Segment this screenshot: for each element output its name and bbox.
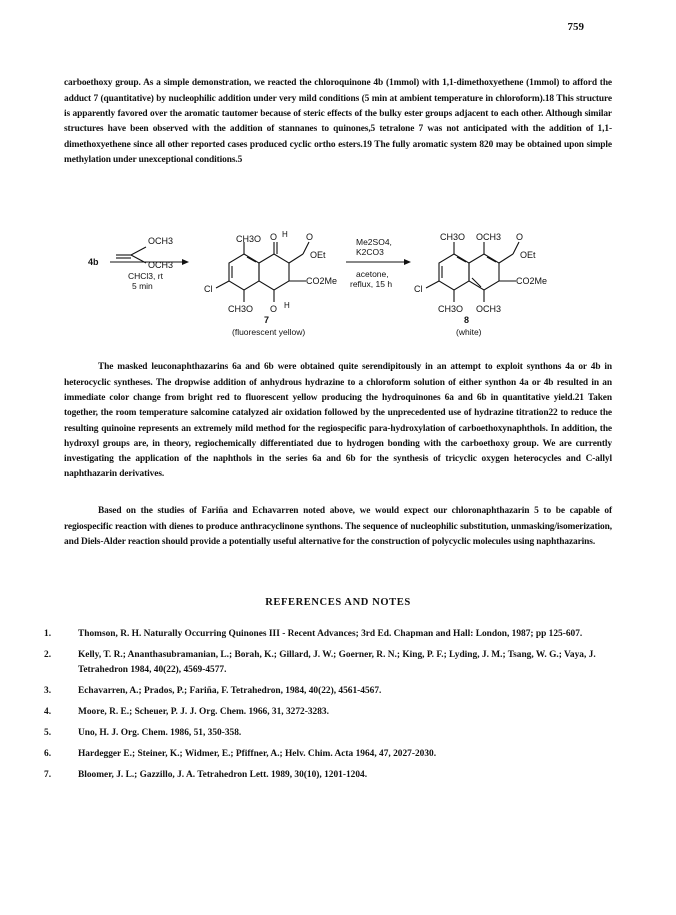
start-compound-label: 4b: [88, 257, 99, 267]
reference-text: Thomson, R. H. Naturally Occurring Quinones III - Recent Advances; 3rd Ed. Chapman and Hall: London, 1987; pp 125-607.: [78, 629, 583, 639]
c8-och3-top: OCH3: [476, 232, 502, 242]
c7-co2me: CO2Me: [306, 276, 338, 286]
reference-text: Hardegger E.; Steiner, K.; Widmer, E.; Pfiffner, A.; Helv. Chim. Acta 1964, 47, 2027-2030.: [78, 749, 437, 759]
reference-number: 5.: [44, 728, 52, 738]
compound-7-label: 7: [264, 315, 270, 325]
reference-number: 1.: [44, 629, 52, 639]
c7-h-bottom: H: [284, 301, 290, 310]
c7-cl: Cl: [204, 284, 213, 294]
compound-8-note: (white): [456, 327, 482, 337]
paragraph-2: The masked leuconaphthazarins 6a and 6b were obtained quite serendipitously in an attempt to exploit synthons 4a or 4b in heterocyclic syntheses. The dropwise addition of anhydrous hydrazine to a chloroform solution of either synthon 4a or 4b resulted in an immediate color change from bright red to fluorescent yellow producing the hydroquinones 6a and 6b in quantitative yield.21 Taken together, the room temperature salcomine catalyzed air oxidation followed by the unprecedented use of hydrazine titration22 to reduce the resulting quinoine represents an extremely mild method for the regiospecific para-hydroxylation of carboethoxynaphthols. In addition, the hydroxyl groups are, in theory, regiochemically differentiated due to hydrogen bonding with the carboethoxy group. We are currently investigating the application of the naphthols in the series 6a and 6b for the synthesis of tricyclic oxygen heterocycles and C-allyl naphthazarin derivatives.: [64, 362, 612, 480]
reference-item: [44, 648, 614, 678]
c8-co2me: CO2Me: [516, 276, 548, 286]
compound-7-structure: [216, 242, 309, 302]
reaction-scheme: [84, 222, 604, 342]
c8-o-ester: O: [516, 232, 524, 242]
page-number: 759: [567, 21, 584, 33]
reference-item: [44, 747, 614, 762]
compound-7-note: (fluorescent yellow): [232, 327, 306, 337]
reference-text: Uno, H. J. Org. Chem. 1986, 51, 350-358.: [78, 728, 242, 738]
condition-1-a: CHCl3, rt: [128, 271, 163, 281]
reference-text: Bloomer, J. L.; Gazzillo, J. A. Tetrahedron Lett. 1989, 30(10), 1201-1204.: [78, 770, 368, 780]
condition-1-b: 5 min: [132, 281, 153, 291]
paragraph-1: carboethoxy group. As a simple demonstration, we reacted the chloroquinone 4b (1mmol) with 1,1-dimethoxyethene (1mmol) to afford the adduct 7 (quantitative) by nucleophilic addition under very mild conditions (5 min at ambient temperature in chloroform).18 This structure is apparently favored over the aromatic tautomer because of steric effects of the bulky ester groups adjacent to each other. Although similar structures have been observed with the addition of stannanes to quinones,5 tetralone 7 was not anticipated with the addition of 1,1-dimethoxyethene since all other reported cases produced cyclic ortho esters.19 The fully aromatic system 820 may be obtained upon simple methylation under unexceptional conditions.5: [64, 78, 612, 165]
c7-ch3o-top: CH3O: [236, 234, 262, 244]
arrowhead-2: [404, 259, 411, 265]
reference-item: [44, 768, 614, 783]
c7-h-top: H: [282, 230, 288, 239]
condition-2-c: acetone,: [356, 269, 389, 279]
reference-item: [44, 684, 614, 699]
c7-o-top: O: [270, 232, 278, 242]
condition-2-b: K2CO3: [356, 247, 384, 257]
c7-oet: OEt: [310, 250, 326, 260]
references-list: [44, 627, 614, 789]
c8-ch3o-top: CH3O: [440, 232, 466, 242]
compound-8-label: 8: [464, 315, 470, 325]
reference-text: Kelly, T. R.; Ananthasubramanian, L.; Borah, K.; Gillard, J. W.; Goerner, R. N.; King, P. F.; Lyding, J. M.; Tsang, W. G.; Vaya, J. Tetrahedron 1984, 40(22), 4569-4577.: [78, 650, 596, 675]
dimethoxyethene-structure: [116, 247, 146, 263]
arrowhead-1: [182, 259, 189, 265]
paragraph-3: Based on the studies of Fariña and Echavarren noted above, we would expect our chloronaphthazarin 5 to be capable of regiospecific reaction with dienes to produce anthracyclinone synthons. The sequence of nucleophilic substitution, unmasking/isomerization, and Diels-Alder reaction should provide a potentially useful alternative for the construction of polycyclic molecules using naphthazarins.: [64, 506, 612, 547]
reference-number: 6.: [44, 749, 52, 759]
reference-text: Echavarren, A.; Prados, P.; Fariña, F. Tetrahedron, 1984, 40(22), 4561-4567.: [78, 686, 382, 696]
reference-item: [44, 726, 614, 741]
condition-2-d: reflux, 15 h: [350, 279, 393, 289]
reference-number: 4.: [44, 707, 52, 717]
reagent-och3-top: OCH3: [148, 236, 174, 246]
condition-2-a: Me2SO4,: [356, 237, 392, 247]
references-heading: REFERENCES AND NOTES: [265, 597, 411, 608]
reference-number: 7.: [44, 770, 52, 780]
c7-o-ester: O: [306, 232, 314, 242]
c8-oet: OEt: [520, 250, 536, 260]
reference-item: [44, 627, 614, 642]
c8-och3-bottom: OCH3: [476, 304, 502, 314]
reference-item: [44, 705, 614, 720]
c8-cl: Cl: [414, 284, 423, 294]
c7-o-bottom: O: [270, 304, 278, 314]
c7-ch3o-bottom: CH3O: [228, 304, 254, 314]
reference-number: 3.: [44, 686, 52, 696]
reagent-och3-bottom: OCH3: [148, 260, 174, 270]
reference-number: 2.: [44, 650, 52, 660]
compound-8-structure: [426, 242, 519, 302]
reference-text: Moore, R. E.; Scheuer, P. J. J. Org. Chem. 1966, 31, 3272-3283.: [78, 707, 329, 717]
c8-ch3o-bottom: CH3O: [438, 304, 464, 314]
